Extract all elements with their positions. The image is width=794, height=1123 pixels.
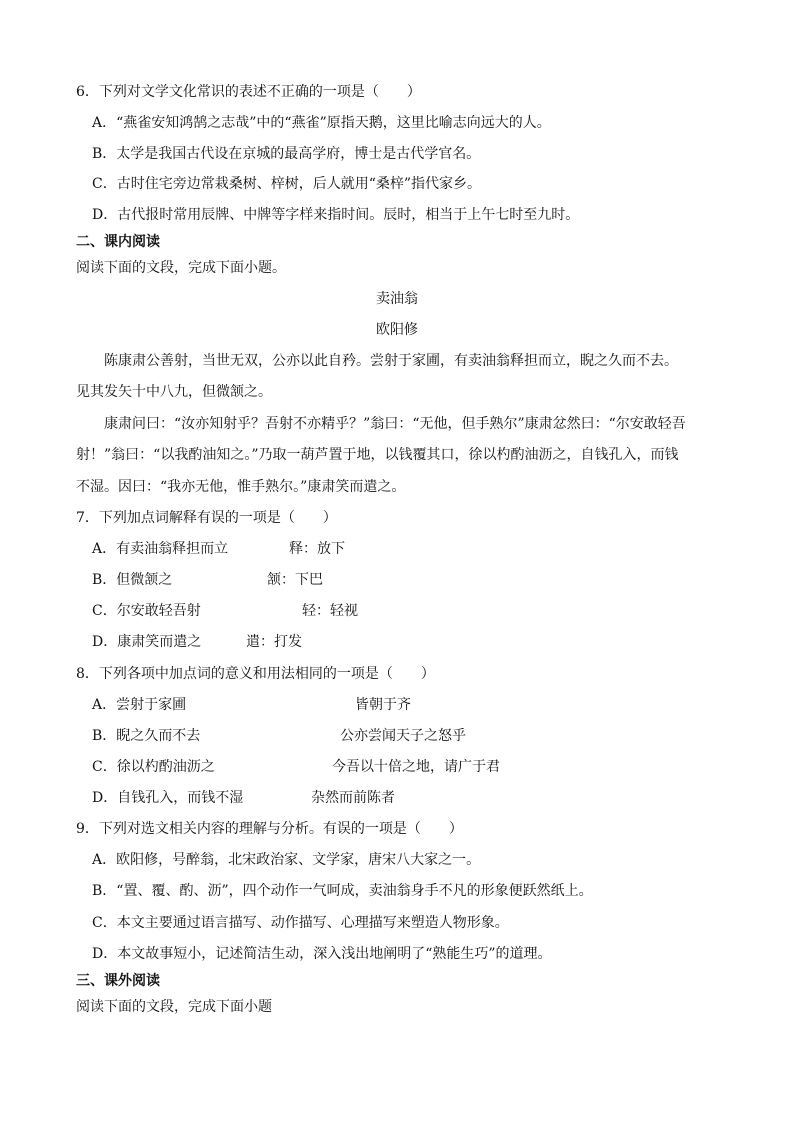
question-7-stem: 7．下列加点词解释有误的一项是（ ） [76, 510, 337, 526]
question-7-option-b-note: 颔：下巴 [267, 572, 323, 588]
section-3-instruction: 阅读下面的文段，完成下面小题 [76, 999, 272, 1015]
question-8-option-a: A．尝射于家圃 [92, 697, 187, 713]
question-9-option-d: D．本文故事短小，记述简洁生动，深入浅出地阐明了“熟能生巧”的道理。 [92, 946, 552, 962]
question-6-option-d: D．古代报时常用辰牌、中牌等字样来指时间。辰时，相当于上午七时至九时。 [92, 207, 580, 223]
question-8-option-d-pair: 杂然而前陈者 [311, 790, 395, 806]
section-2-heading: 二、课内阅读 [76, 234, 160, 250]
question-8-option-c-pair: 今吾以十倍之地，请广于君 [332, 759, 500, 775]
passage-line: 不湿。因曰：“我亦无他，惟手熟尔。”康肃笑而遣之。 [76, 479, 406, 495]
passage-line: 射！”翁曰：“以我酌油知之。”乃取一葫芦置于地，以钱覆其口，徐以杓酌油沥之，自钱孔入，而钱 [76, 447, 679, 463]
question-7-option-d: D．康肃笑而遣之 [92, 634, 202, 650]
question-6-option-a: A．“燕雀安知鸿鹄之志哉”中的“燕雀”原指天鹅，这里比喻志向远大的人。 [92, 115, 551, 131]
question-8-option-a-pair: 皆朝于齐 [355, 697, 411, 713]
passage-line: 见其发矢十中八九，但微颔之。 [76, 384, 272, 400]
question-7-option-a-note: 释：放下 [289, 541, 345, 557]
passage-line: 陈康肃公善射，当世无双，公亦以此自矜。尝射于家圃，有卖油翁释担而立，睨之久而不去。 [104, 353, 678, 369]
question-7-option-d-note: 遣：打发 [246, 634, 302, 650]
question-6-stem: 6．下列对文学文化常识的表述不正确的一项是（ ） [76, 84, 421, 100]
question-8-stem: 8．下列各项中加点词的意义和用法相同的一项是（ ） [76, 666, 435, 682]
question-7-option-c: C．尔安敢轻吾射 [92, 603, 201, 619]
question-9-option-a: A．欧阳修，号醉翁，北宋政治家、文学家，唐宋八大家之一。 [92, 852, 481, 868]
question-8-option-d: D．自钱孔入，而钱不湿 [92, 790, 244, 806]
passage-title: 卖油翁 [376, 291, 418, 307]
passage-author: 欧阳修 [376, 322, 418, 338]
passage-line: 康肃问曰：“汝亦知射乎？吾射不亦精乎？”翁曰：“无他，但手熟尔”康肃忿然曰：“尔安敢轻吾 [104, 416, 686, 432]
question-9-option-b: B．“置、覆、酌、沥”，四个动作一气呵成，卖油翁身手不凡的形象便跃然纸上。 [92, 883, 593, 899]
question-7-option-a: A．有卖油翁释担而立 [92, 541, 229, 557]
question-7-option-b: B．但微颔之 [92, 572, 173, 588]
question-9-stem: 9．下列对选文相关内容的理解与分析。有误的一项是（ ） [76, 821, 463, 837]
question-9-option-c: C．本文主要通过语言描写、动作描写、心理描写来塑造人物形象。 [92, 915, 509, 931]
section-3-heading: 三、课外阅读 [76, 973, 160, 989]
question-6-option-b: B．太学是我国古代设在京城的最高学府，博士是古代学官名。 [92, 146, 481, 162]
question-7-option-c-note: 轻：轻视 [302, 603, 358, 619]
question-8-option-b: B．睨之久而不去 [92, 728, 201, 744]
question-6-option-c: C．古时住宅旁边常栽桑树、梓树，后人就用“桑梓”指代家乡。 [92, 176, 482, 192]
question-8-option-c: C．徐以杓酌油沥之 [92, 759, 215, 775]
question-8-option-b-pair: 公亦尝闻天子之怒乎 [340, 728, 466, 744]
section-2-instruction: 阅读下面的文段，完成下面小题。 [76, 260, 286, 276]
